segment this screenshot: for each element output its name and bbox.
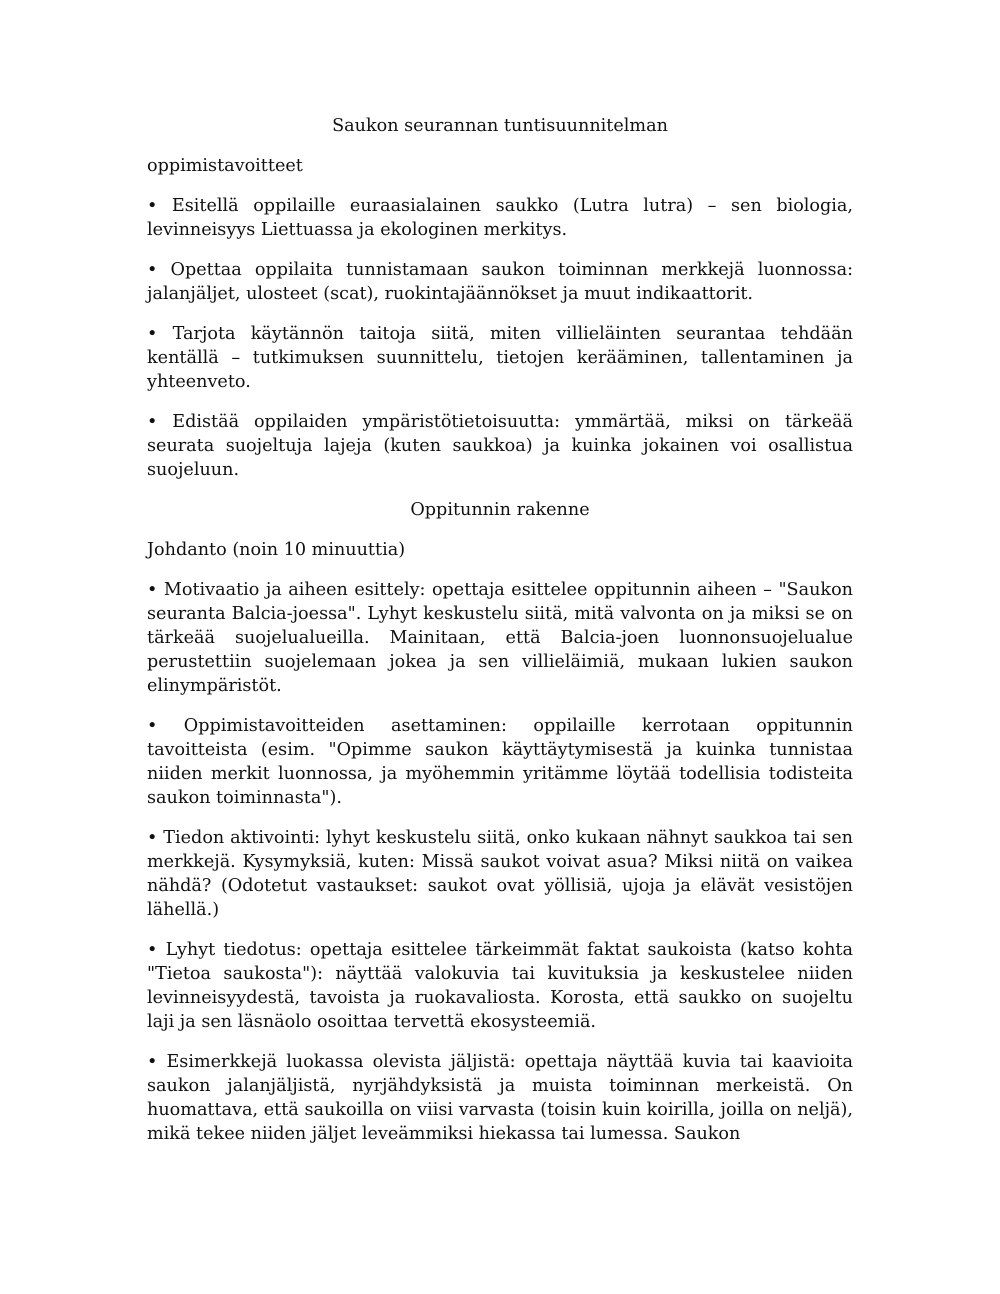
- structure-heading: Oppitunnin rakenne: [410, 500, 590, 520]
- objective-item: • Tarjota käytännön taitoja siitä, miten villieläinten seurantaa tehdään kentällä – tutkimuksen suunnittelu, tietojen kerääminen, tallentaminen ja yhteenveto.: [147, 324, 853, 392]
- intro-label: Johdanto (noin 10 minuuttia): [147, 540, 406, 560]
- intro-item: • Tiedon aktivointi: lyhyt keskustelu siitä, onko kukaan nähnyt saukkoa tai sen merkkejä. Kysymyksiä, kuten: Missä saukot voivat asua? Miksi niitä on vaikea nähdä? (Odotetut vastaukset: saukot ovat yöllisiä, ujoja ja elävät vesistöjen lähellä.): [147, 828, 853, 920]
- intro-item: • Motivaatio ja aiheen esittely: opettaja esittelee oppitunnin aiheen – "Saukon seuranta Balcia-joessa". Lyhyt keskustelu siitä, mitä valvonta on ja miksi se on tärkeää suojelualueilla. Mainitaan, että Balcia-joen luonnonsuojelualue perustettiin suojelemaan jokea ja sen villieläimiä, mukaan lukien saukon elinympäristöt.: [147, 580, 853, 696]
- intro-item: • Lyhyt tiedotus: opettaja esittelee tärkeimmät faktat saukoista (katso kohta "Tietoa saukosta"): näyttää valokuvia tai kuvituksia ja keskustelee niiden levinneisyydestä, tavoista ja ruokavaliosta. Korosta, että saukko on suojeltu laji ja sen läsnäolo osoittaa tervettä ekosysteemiä.: [147, 940, 853, 1032]
- objective-item: • Esitellä oppilaille euraasialainen saukko (Lutra lutra) – sen biologia, levinneisyys Liettuassa ja ekologinen merkitys.: [147, 196, 853, 240]
- document-title: Saukon seurannan tuntisuunnitelman: [332, 116, 668, 136]
- objective-item: • Edistää oppilaiden ympäristötietoisuutta: ymmärtää, miksi on tärkeää seurata suojeltuja lajeja (kuten saukkoa) ja kuinka jokainen voi osallistua suojeluun.: [147, 412, 853, 480]
- objectives-label: oppimistavoitteet: [147, 156, 303, 176]
- document-page: [147, 114, 853, 1162]
- intro-item: • Oppimistavoitteiden asettaminen: oppilaille kerrotaan oppitunnin tavoitteista (esim. "Opimme saukon käyttäytymisestä ja kuinka tunnistaa niiden merkit luonnossa, ja myöhemmin yritämme löytää todellisia todisteita saukon toiminnasta").: [147, 716, 853, 808]
- objectives-list: [147, 194, 853, 482]
- intro-item: • Esimerkkejä luokassa olevista jäljistä: opettaja näyttää kuvia tai kaavioita saukon jalanjäljistä, nyrjähdyksistä ja muista toiminnan merkeistä. On huomattava, että saukoilla on viisi varvasta (toisin kuin koirilla, joilla on neljä), mikä tekee niiden jäljet leveämmiksi hiekassa tai lumessa. Saukon: [147, 1052, 853, 1144]
- objective-item: • Opettaa oppilaita tunnistamaan saukon toiminnan merkkejä luonnossa: jalanjäljet, ulosteet (scat), ruokintajäännökset ja muut indikaattorit.: [147, 260, 853, 304]
- intro-list: [147, 578, 853, 1146]
